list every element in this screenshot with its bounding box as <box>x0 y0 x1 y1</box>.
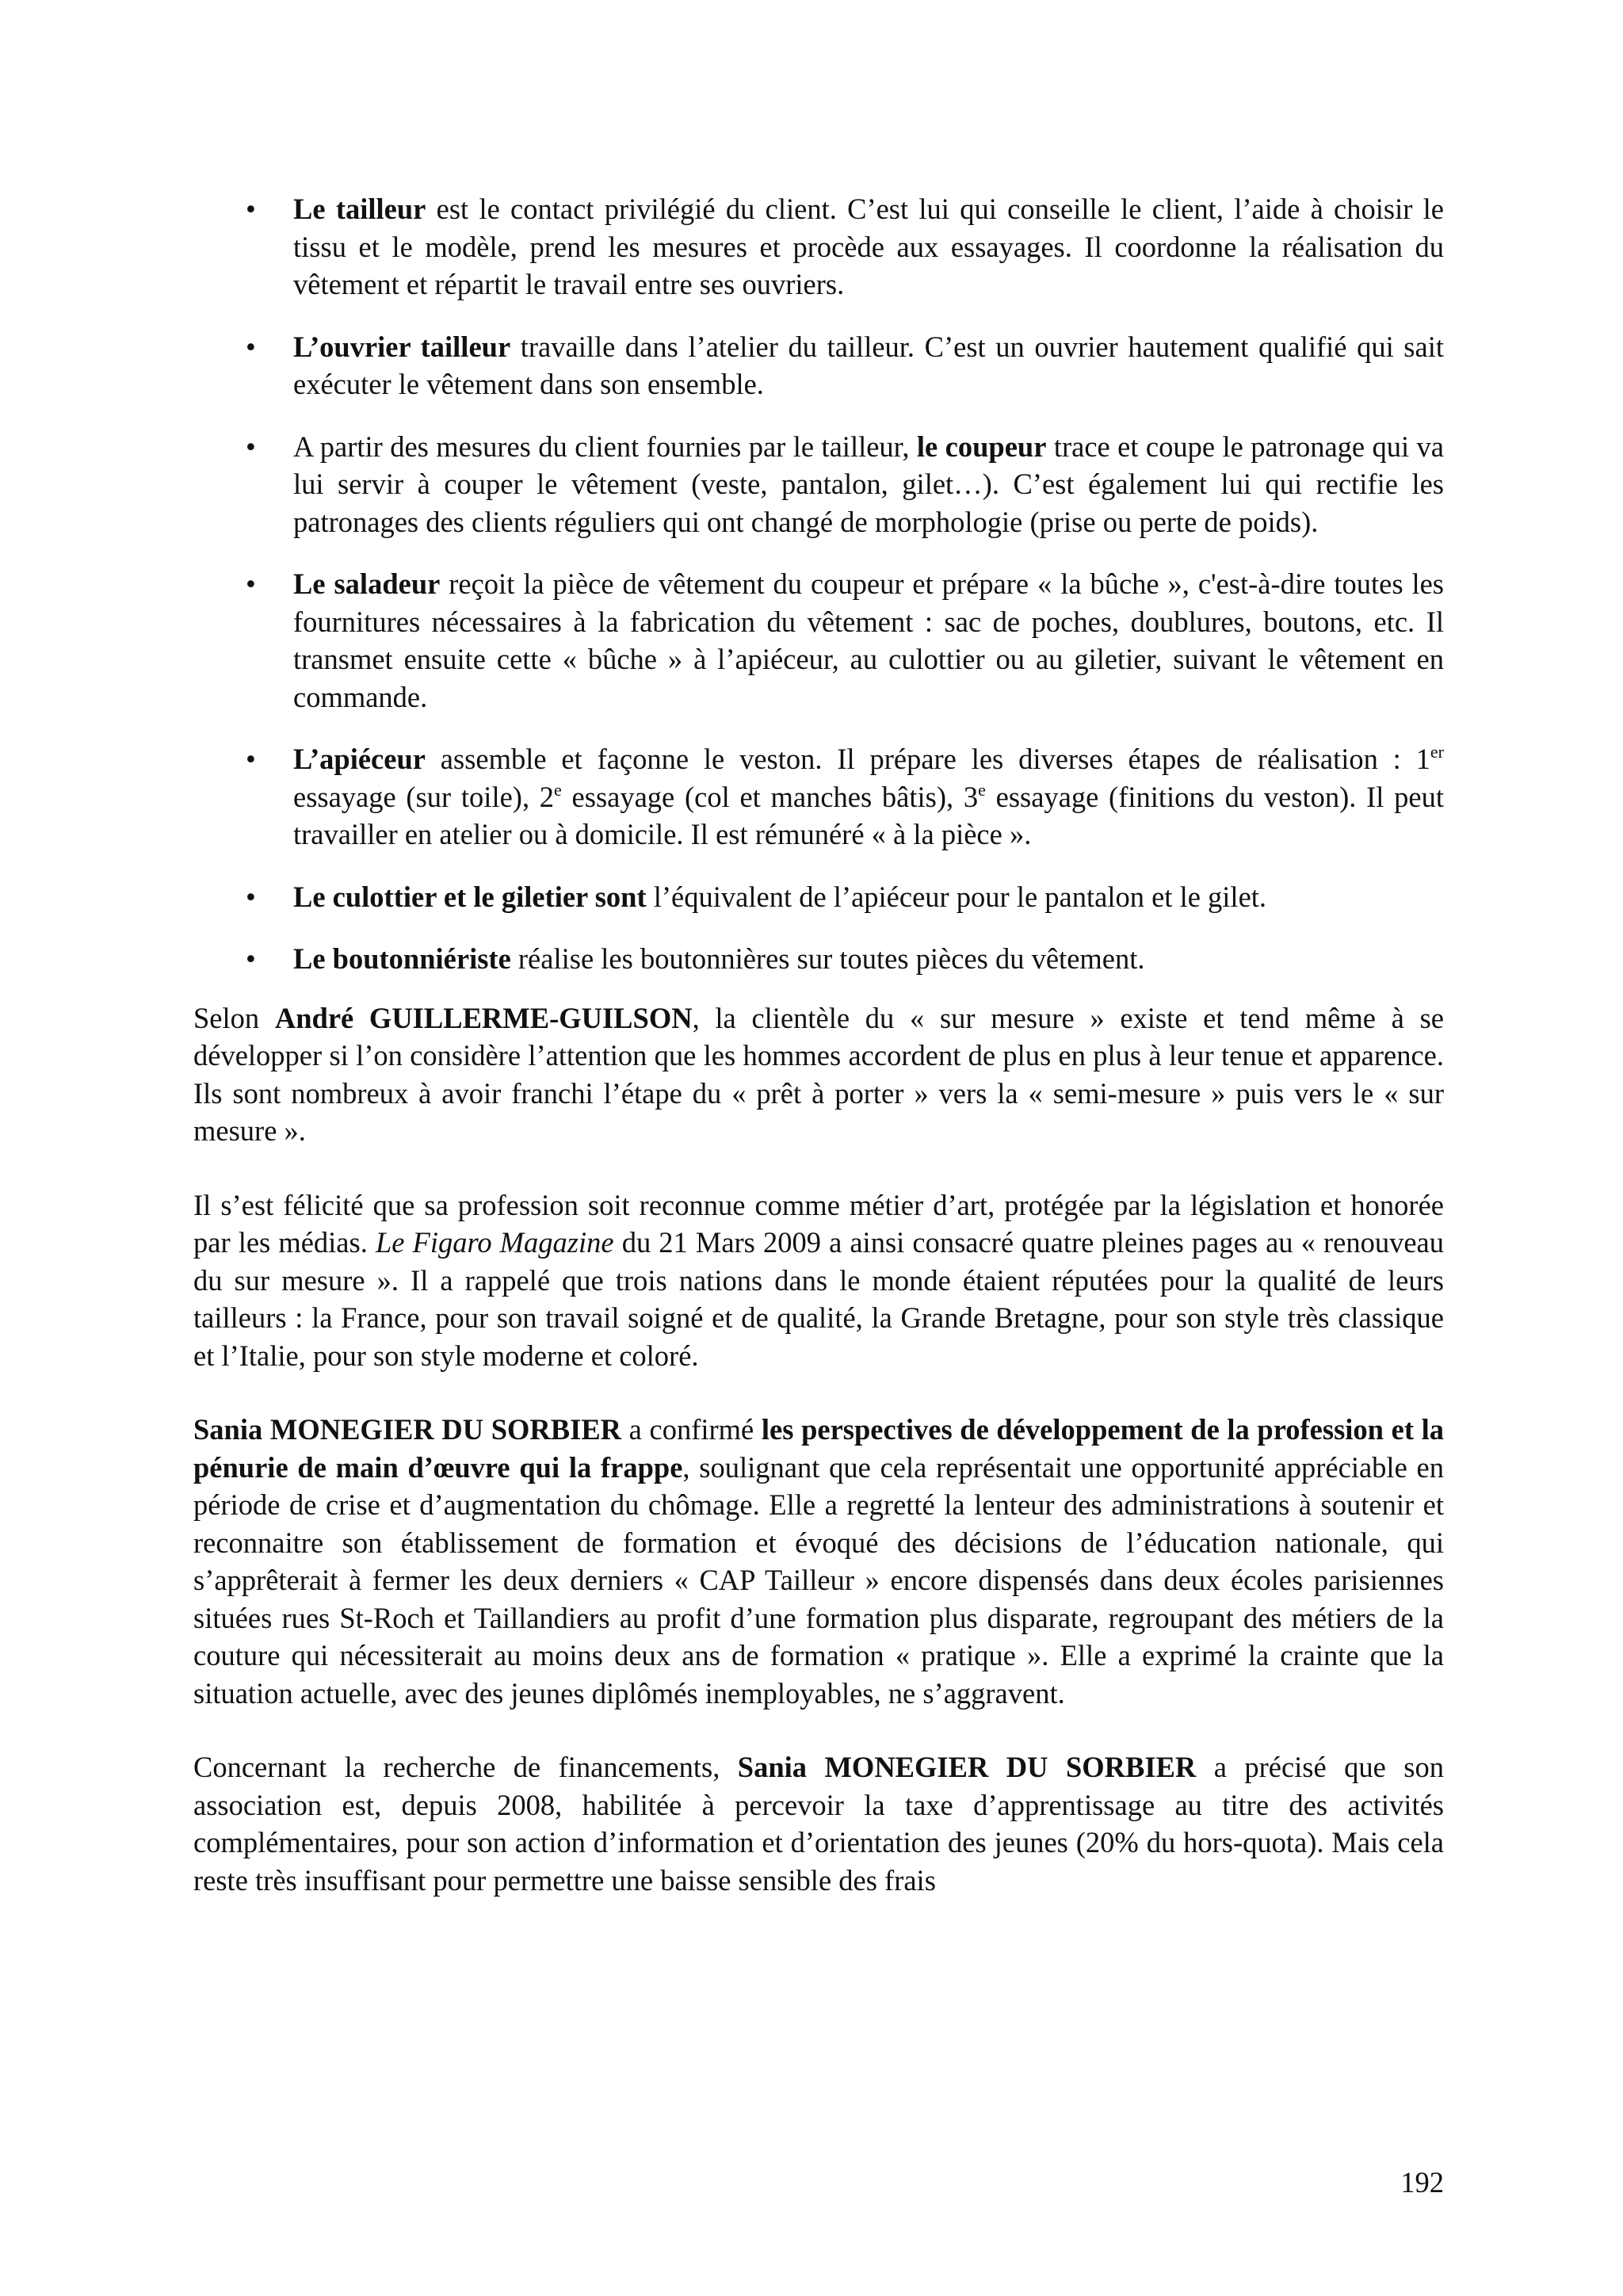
paragraph-metier-art <box>193 1186 1444 1375</box>
list-item-saladeur <box>193 565 1444 716</box>
bullet-marker: • <box>246 567 256 600</box>
paragraph-guillerme-guilson <box>193 999 1444 1150</box>
paragraph-text: Concernant la recherche de financements, <box>193 1751 738 1783</box>
term-boutonnieriste: Le boutonniériste <box>293 942 511 975</box>
definition-culottier-giletier: l’équivalent de l’apiéceur pour le pantalon et le gilet. <box>646 880 1267 913</box>
paragraph-text: a confirmé <box>621 1413 762 1446</box>
bullet-marker: • <box>246 193 256 225</box>
definition-coupeur: trace et coupe le patronage qui va lui servir à couper le vêtement (veste, pantalon, gilet…). C’est également lui qui rectifie les patronages des clients réguliers qui ont changé de morphologie (prise ou perte de poids). <box>293 430 1445 538</box>
list-item-boutonnieriste <box>193 940 1444 978</box>
person-name: André GUILLERME-GUILSON <box>274 1001 693 1034</box>
person-name: Sania MONEGIER DU SORBIER <box>737 1751 1197 1783</box>
page-body <box>193 190 1444 1935</box>
job-roles-list <box>193 190 1444 978</box>
bullet-marker: • <box>246 880 256 913</box>
definition-apieceur-part3: essayage (col et manches bâtis), 3 <box>561 780 979 813</box>
paragraph-financements <box>193 1748 1444 1899</box>
person-name: Sania MONEGIER DU SORBIER <box>193 1413 622 1446</box>
publication-title: Le Figaro Magazine <box>375 1226 614 1259</box>
list-item-apieceur <box>193 740 1444 854</box>
list-item-tailleur <box>193 190 1444 304</box>
definition-saladeur: reçoit la pièce de vêtement du coupeur et prépare « la bûche », c'est-à-dire toutes les fournitures nécessaires à la fabrication du vêtement : sac de poches, doublures, boutons, etc. Il transmet ensuite cette « bûche » à l’apiéceur, au culottier ou au giletier, suivant le vêtement en commande. <box>293 567 1444 713</box>
term-tailleur: Le tailleur <box>293 193 426 225</box>
paragraph-monegier-perspectives <box>193 1411 1444 1712</box>
term-culottier-giletier: Le culottier et le giletier sont <box>293 880 647 913</box>
paragraph-text: Il s’est félicité que sa profession soit reconnue comme métier d’art, protégée par la législation et honorée par les médias. <box>193 1188 1444 1259</box>
term-saladeur: Le saladeur <box>293 567 441 600</box>
paragraph-text: a précisé que son association est, depuis 2008, habilitée à percevoir la taxe d’apprentissage au titre des activités complémentaires, pour son action d’information et d’orientation des jeunes (20% du hors-quota). Mais cela reste très insuffisant pour permettre une baisse sensible des frais <box>193 1751 1444 1897</box>
paragraph-text: , la clientèle du « sur mesure » existe et tend même à se développer si l’on considère l’attention que les hommes accordent de plus en plus à leur tenue et apparence. Ils sont nombreux à avoir franchi l’étape du « prêt à porter » vers la « semi-mesure » puis vers le « sur mesure ». <box>193 1001 1444 1147</box>
definition-apieceur-part4: essayage (finitions du veston). Il peut travailler en atelier ou à domicile. Il est rémunéré « à la pièce ». <box>293 780 1444 850</box>
list-item-culottier-giletier <box>193 878 1444 916</box>
ordinal-suffix: er <box>1430 742 1444 762</box>
bullet-marker: • <box>246 942 256 975</box>
ordinal-suffix: e <box>554 779 562 800</box>
page-number: 192 <box>1400 2166 1444 2199</box>
list-item-ouvrier-tailleur <box>193 328 1444 403</box>
term-ouvrier-tailleur: L’ouvrier tailleur <box>293 330 511 363</box>
definition-tailleur: est le contact privilégié du client. C’est lui qui conseille le client, l’aide à choisir le tissu et le modèle, prend les mesures et procède aux essayages. Il coordonne la réalisation du vêtement et répartit le travail entre ses ouvriers. <box>293 193 1445 300</box>
paragraph-text: , soulignant que cela représentait une opportunité appréciable en période de crise et d’augmentation du chômage. Elle a regretté la lenteur des administrations à soutenir et reconnaitre son établissement de formation et évoqué des décisions de l’éducation nationale, qui s’apprêterait à fermer les deux derniers « CAP Tailleur » encore dispensés dans deux écoles parisiennes situées rues St-Roch et Taillandiers au profit d’une formation plus disparate, regroupant des métiers de la couture qui nécessiterait au moins deux ans de formation « pratique ». Elle a exprimé la crainte que la situation actuelle, avec des jeunes diplômés inemployables, ne s’aggravent. <box>193 1450 1444 1710</box>
bullet-marker: • <box>246 430 256 463</box>
term-apieceur: L’apiéceur <box>293 743 426 775</box>
bullet-marker: • <box>246 743 256 775</box>
definition-boutonnieriste: réalise les boutonnières sur toutes pièces du vêtement. <box>510 942 1145 975</box>
intro-coupeur: A partir des mesures du client fournies par le tailleur, <box>293 430 917 463</box>
definition-ouvrier-tailleur: travaille dans l’atelier du tailleur. C’est un ouvrier hautement qualifié qui sait exécuter le vêtement dans son ensemble. <box>293 330 1444 400</box>
ordinal-suffix: e <box>978 779 986 800</box>
definition-apieceur-part1: assemble et façonne le veston. Il prépare les diverses étapes de réalisation : 1 <box>425 743 1430 775</box>
emphasis-text: les perspectives de développement de la profession et la pénurie de main d’œuvre qui la frappe <box>193 1413 1445 1484</box>
paragraph-text: du 21 Mars 2009 a ainsi consacré quatre pleines pages au « renouveau du sur mesure ». Il a rappelé que trois nations dans le monde étaient réputées pour la qualité de leurs tailleurs : la France, pour son travail soigné et de qualité, la Grande Bretagne, pour son style très classique et l’Italie, pour son style moderne et coloré. <box>193 1226 1444 1372</box>
list-item-coupeur <box>193 428 1444 541</box>
term-coupeur: le coupeur <box>916 430 1047 463</box>
definition-apieceur-part2: essayage (sur toile), 2 <box>293 780 555 813</box>
paragraph-text: Selon <box>193 1001 275 1034</box>
bullet-marker: • <box>246 330 256 363</box>
